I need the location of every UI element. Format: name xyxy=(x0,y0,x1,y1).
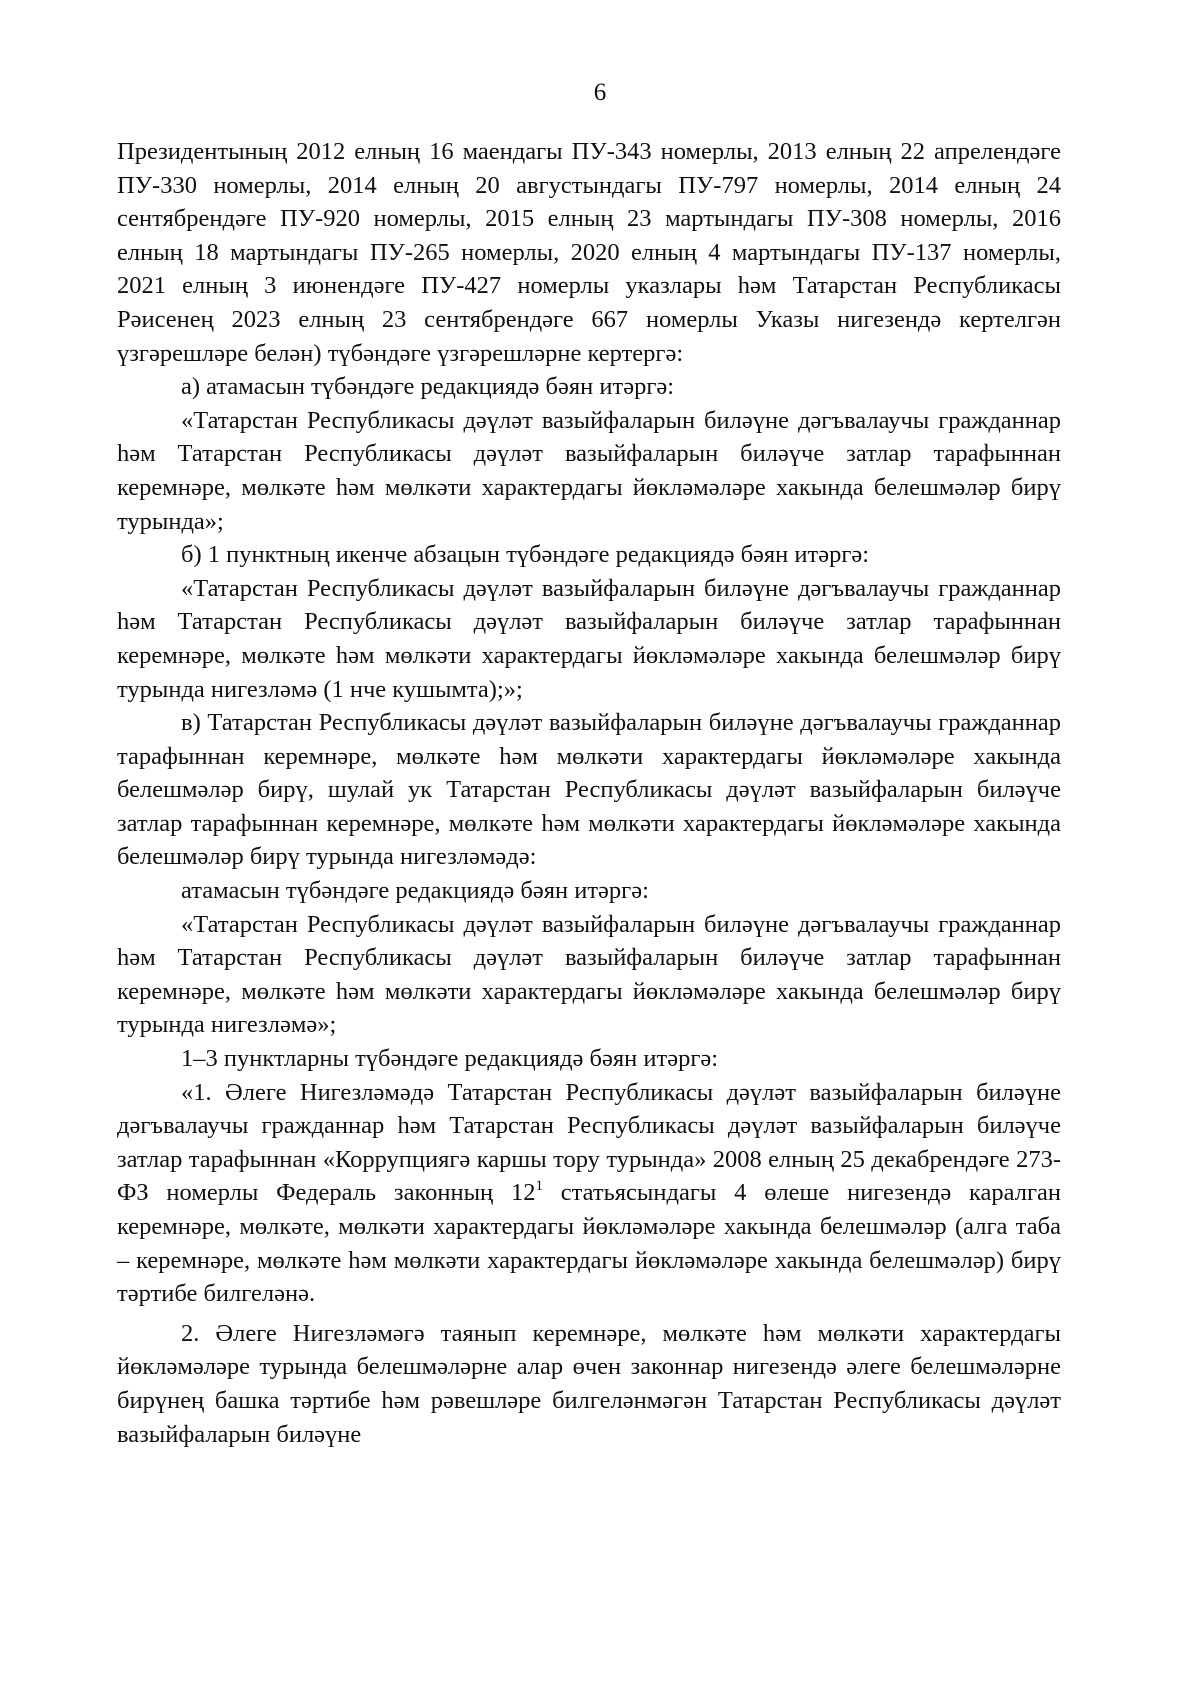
page-number: 6 xyxy=(593,79,607,106)
paragraph-2: 2. Әлеге Нигезләмәгә таянып керемнәре, мөлкәте һәм мөлкәти характердагы йөкләмәләре турында белешмәләрне алар өчен законнар нигезендә әлеге белешмәләрне бирүнең башка тәртибе һәм рәвешләре билгеләнмәгән Татарстан Республикасы дәүләт вазыйфаларын биләүне xyxy=(117,1319,1061,1448)
paragraph-1-text: «1. Әлеге Нигезләмәдә Татарстан Республикасы дәүләт вазыйфаларын биләүне дәгъвалаучы гражданнар һәм Татарстан Республикасы дәүләт вазыйфаларын биләүче затлар тарафыннан «Коррупциягә каршы тору турында» 2008 елның 25 декабрендәге 273-ФЗ номерлы Федераль законның xyxy=(117,1078,1061,1207)
paragraph: в) Татарстан Республикасы дәүләт вазыйфаларын биләүне дәгъвалаучы гражданнар тарафыннан керемнәре, мөлкәте һәм мөлкәти характердагы йөкләмәләре хакында белешмәләр бирү, шулай ук Татарстан Республикасы дәүләт вазыйфаларын биләүче затлар тарафыннан керемнәре, мөлкәте һәм мөлкәти характердагы йөкләмәләре хакында белешмәләр бирү турында нигезләмәдә: xyxy=(117,709,1061,871)
paragraph-1-continuation: статьясындагы 4 өлеше нигезендә каралган керемнәре, мөлкәте, мөлкәти характердагы йөкләмәләре хакында белешмәләр (алга таба – керемнәре, мөлкәте һәм мөлкәти характердагы йөкләмәләре хакында белешмәләр) бирү тәртибе билгеләнә. xyxy=(117,1179,1062,1308)
paragraph: «Татарстан Республикасы дәүләт вазыйфаларын биләүне дәгъвалаучы гражданнар һәм Татарстан Республикасы дәүләт вазыйфаларын биләүче затлар тарафыннан керемнәре, мөлкәте һәм мөлкәти характердагы йөкләмәләре хакында белешмәләр бирү турында»; xyxy=(117,406,1061,535)
paragraph: «Татарстан Республикасы дәүләт вазыйфаларын биләүне дәгъвалаучы гражданнар һәм Татарстан Республикасы дәүләт вазыйфаларын биләүче затлар тарафыннан керемнәре, мөлкәте һәм мөлкәти характердагы йөкләмәләре хакында белешмәләр бирү турында нигезләмә»; xyxy=(117,910,1061,1039)
paragraph: б) 1 пунктның икенче абзацын түбәндәге редакциядә бәян итәргә: xyxy=(181,541,870,569)
paragraph-1 xyxy=(117,1076,1061,1311)
paragraph: Президентының 2012 елның 16 маендагы ПУ-343 номерлы, 2013 елның 22 апрелендәге ПУ-330 номерлы, 2014 елның 20 августындагы ПУ-797 номерлы, 2014 елның 24 сентябрендәге ПУ-920 номерлы, 2015 елның 23 мартындагы ПУ-308 номерлы, 2016 елның 18 мартындагы ПУ-265 номерлы, 2020 елның 4 мартындагы ПУ-137 номерлы, 2021 елның 3 июнендәге ПУ-427 номерлы указлары һәм Татарстан Республикасы Рәисенең 2023 елның 23 сентябрендәге 667 номерлы Указы нигезендә кертелгән үзгәрешләре белән) түбәндәге үзгәрешләрне кертергә: xyxy=(117,138,1061,367)
document-body xyxy=(117,135,1061,1451)
article-number: 12 xyxy=(510,1179,536,1207)
paragraph: 1–3 пунктларны түбәндәге редакциядә бәян итәргә: xyxy=(181,1045,719,1073)
paragraph: «Татарстан Республикасы дәүләт вазыйфаларын биләүне дәгъвалаучы гражданнар һәм Татарстан Республикасы дәүләт вазыйфаларын биләүче затлар тарафыннан керемнәре, мөлкәте һәм мөлкәти характердагы йөкләмәләре хакында белешмәләр бирү турында нигезләмә (1 нче кушымта);»; xyxy=(117,574,1061,703)
paragraph: а) атамасын түбәндәге редакциядә бәян итәргә: xyxy=(181,373,675,401)
article-superscript: 1 xyxy=(535,1178,543,1195)
paragraph: атамасын түбәндәге редакциядә бәян итәргә: xyxy=(181,877,649,905)
